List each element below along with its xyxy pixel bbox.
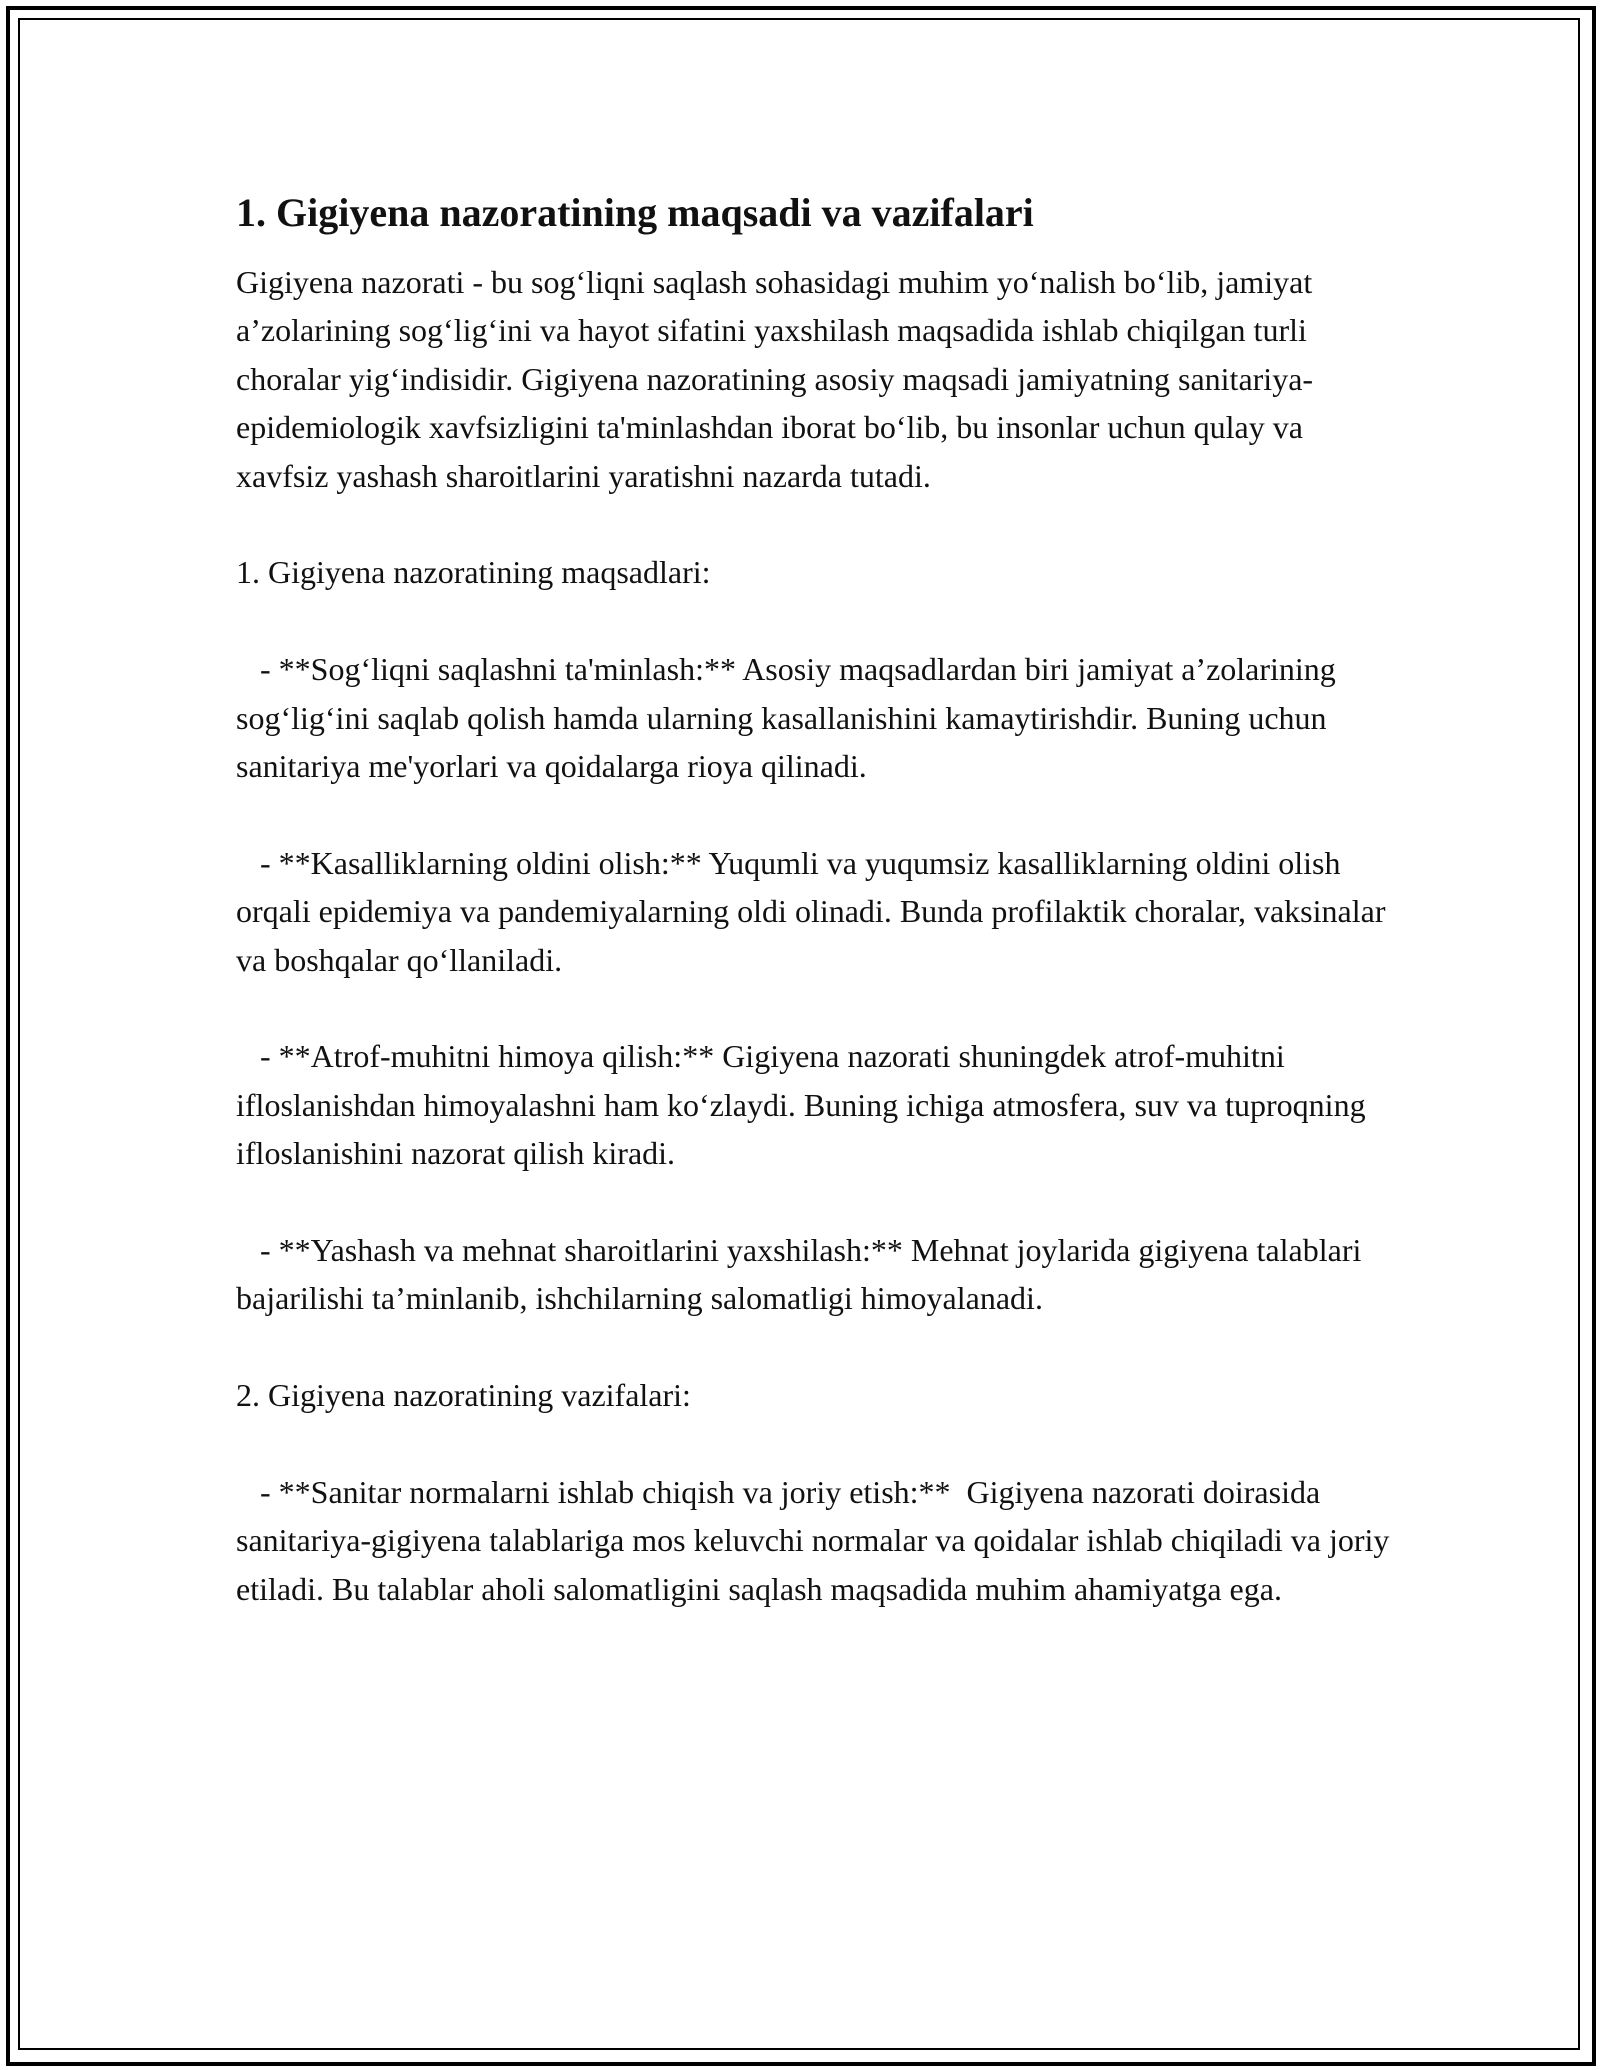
task-item: - **Sanitar normalarni ishlab chiqish va joriy etish:** Gigiyena nazorati doirasida sanitariya-gigiyena talablariga mos keluvchi normalar va qoidalar ishlab chiqiladi va joriy etiladi. Bu talablar aholi salomatligini saqlash maqsadida muhim ahamiyatga ega. [236, 1474, 1398, 1607]
intro-paragraph: Gigiyena nazorati - bu sog‘liqni saqlash sohasidagi muhim yo‘nalish bo‘lib, jamiyat a’zolarining sog‘lig‘ini va hayot sifatini yaxshilash maqsadida ishlab chiqilgan turli choralar yig‘indisidir. Gigiyena nazoratining asosiy maqsadi jamiyatning sanitariya-epidemiologik xavfsizligini ta'minlashdan iborat bo‘lib, bu insonlar uchun qulay va xavfsiz yashash sharoitlarini yaratishni nazarda tutadi. [236, 264, 1321, 494]
spacer [236, 984, 1396, 1032]
document-body [236, 186, 1396, 1613]
goal-item: - **Atrof-muhitni himoya qilish:** Gigiyena nazorati shuningdek atrof-muhitni ifloslanishdan himoyalashni ham ko‘zlaydi. Buning ichiga atmosfera, suv va tuproqning ifloslanishini nazorat qilish kiradi. [236, 1038, 1374, 1172]
spacer [236, 597, 1396, 645]
section-heading-tasks: 2. Gigiyena nazoratining vazifalari: [236, 1377, 691, 1414]
goal-item: - **Sog‘liqni saqlashni ta'minlash:** Asosiy maqsadlardan biri jamiyat a’zolarining sog‘lig‘ini saqlab qolish hamda ularning kasallanishini kamaytirishdir. Buning uchun sanitariya me'yorlari va qoidalarga rioya qilinadi. [236, 651, 1344, 785]
section-heading-goals: 1. Gigiyena nazoratining maqsadlari: [236, 554, 711, 591]
spacer [236, 500, 1396, 548]
spacer [236, 790, 1396, 838]
spacer [236, 1420, 1396, 1468]
spacer [236, 1178, 1396, 1226]
document-title: 1. Gigiyena nazoratining maqsadi va vazifalari [236, 190, 1034, 235]
goal-item: - **Kasalliklarning oldini olish:** Yuqumli va yuqumsiz kasalliklarning oldini olish orqali epidemiya va pandemiyalarning oldi olinadi. Bunda profilaktik choralar, vaksinalar va boshqalar qo‘llaniladi. [236, 844, 1394, 978]
spacer [236, 1323, 1396, 1371]
goal-item: - **Yashash va mehnat sharoitlarini yaxshilash:** Mehnat joylarida gigiyena talablari bajarilishi ta’minlanib, ishchilarning salomatligi himoyalanadi. [236, 1232, 1370, 1317]
